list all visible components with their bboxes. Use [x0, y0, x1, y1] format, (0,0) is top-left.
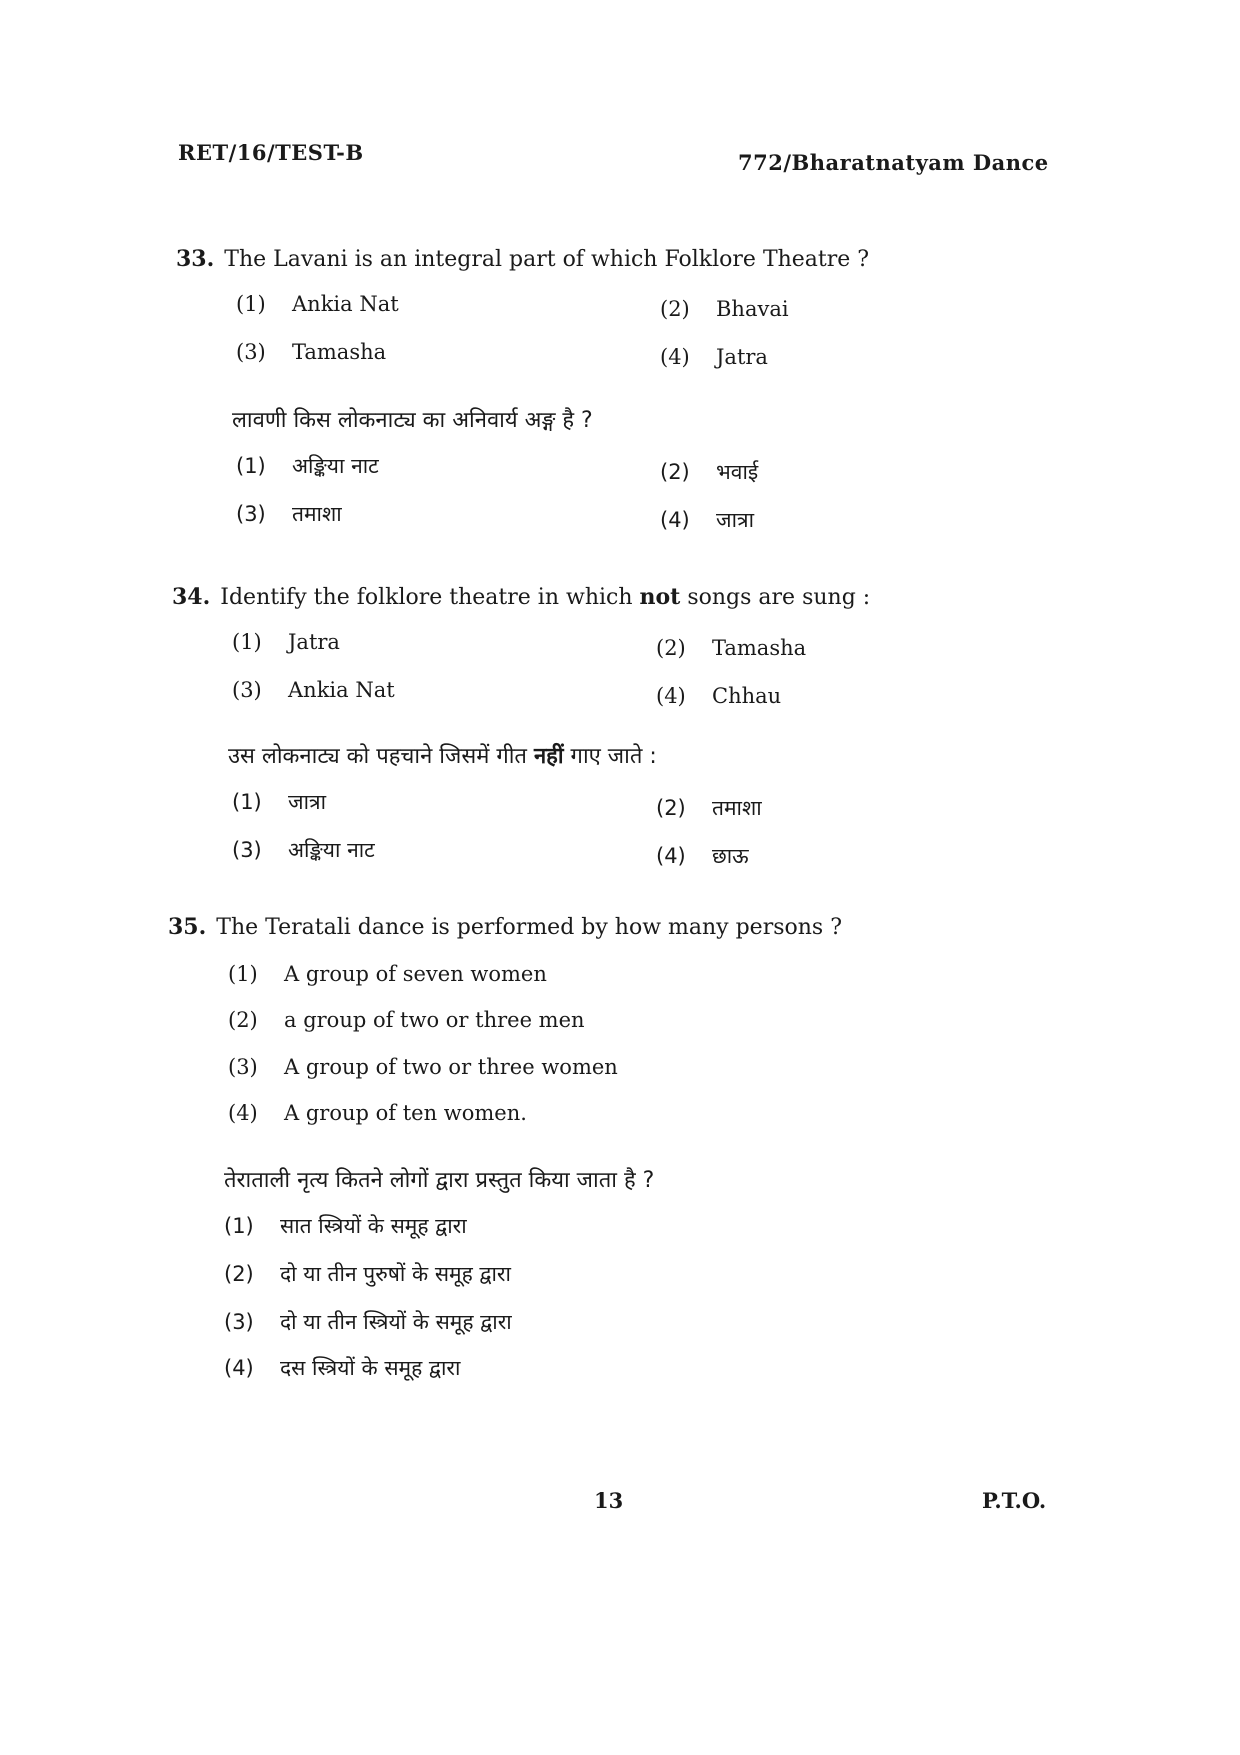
question-number: 34. [172, 584, 211, 610]
option: (1) अङ्किया नाट [236, 454, 379, 478]
option: (4) A group of ten women. [228, 1101, 527, 1125]
option: (4) Jatra [660, 345, 768, 369]
option: (1) A group of seven women [228, 962, 547, 986]
option: (3) Ankia Nat [232, 678, 395, 702]
question-text: The Lavani is an integral part of which Folklore Theatre ? [224, 247, 870, 272]
question-number: 35. [168, 914, 207, 940]
option: (2) तमाशा [656, 796, 762, 820]
paper-code: RET/16/TEST-B [178, 140, 364, 165]
question-35-en [168, 914, 842, 940]
question-33-hi: लावणी किस लोकनाट्य का अनिवार्य अङ्ग है ? [232, 408, 593, 433]
option: (4) दस स्त्रियों के समूह द्वारा [224, 1356, 461, 1380]
option: (4) Chhau [656, 684, 782, 708]
question-35-hi: तेराताली नृत्य कितने लोगों द्वारा प्रस्तुत किया जाता है ? [224, 1168, 655, 1193]
option: (3) Tamasha [236, 340, 387, 364]
question-text: The Teratali dance is performed by how many persons ? [216, 915, 842, 940]
subject-title: 772/Bharatnatyam Dance [738, 150, 1049, 175]
page-number: 13 [594, 1488, 624, 1513]
option: (1) जात्रा [232, 790, 327, 814]
option: (3) तमाशा [236, 502, 342, 526]
option: (1) Ankia Nat [236, 292, 399, 316]
option: (3) अङ्किया नाट [232, 838, 375, 862]
question-number: 33. [176, 246, 215, 272]
option: (3) दो या तीन स्त्रियों के समूह द्वारा [224, 1310, 512, 1334]
question-33-en [176, 246, 869, 272]
option: (4) छाऊ [656, 844, 749, 868]
question-34-hi: उस लोकनाट्य को पहचाने जिसमें गीत नहीं गाए जाते : [228, 744, 657, 769]
option: (2) Bhavai [660, 297, 789, 321]
question-34-en: 34. Identify the folklore theatre in which not songs are sung : [172, 584, 871, 610]
option: (3) A group of two or three women [228, 1055, 618, 1079]
option: (2) Tamasha [656, 636, 807, 660]
option: (2) दो या तीन पुरुषों के समूह द्वारा [224, 1262, 511, 1286]
option: (1) सात स्त्रियों के समूह द्वारा [224, 1214, 467, 1238]
option: (2) भवाई [660, 460, 759, 484]
option: (2) a group of two or three men [228, 1008, 585, 1032]
option: (4) जात्रा [660, 508, 755, 532]
option: (1) Jatra [232, 630, 340, 654]
pto-label: P.T.O. [982, 1488, 1047, 1513]
